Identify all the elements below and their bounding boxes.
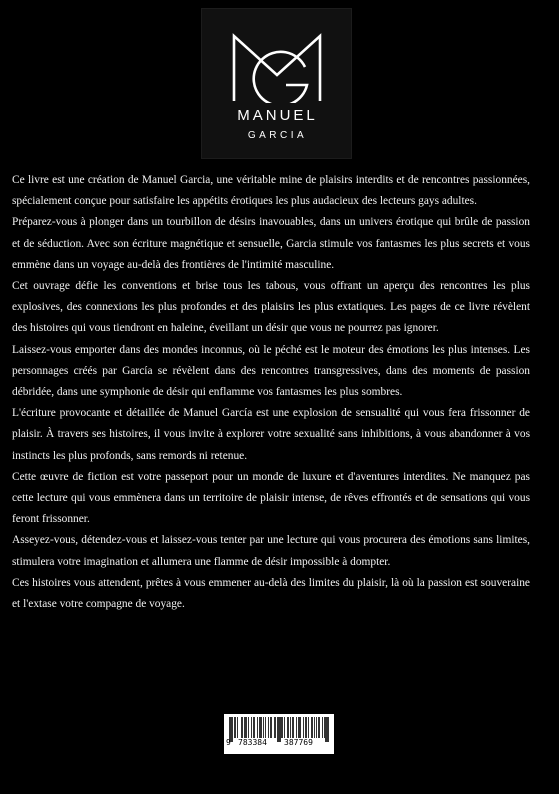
barcode-bar — [271, 717, 272, 738]
barcode-bar — [234, 717, 235, 738]
blurb-paragraph: L'écriture provocante et détaillée de Manuel García est une explosion de sensualité qui vous fera frissonner de plaisir. À travers ses histoires, il vous invite à explorer votre sexualité sans inhibitions, à vous abandonner à vos instincts les plus profonds, sans remords ni retenue. — [12, 407, 530, 462]
blurb-paragraph: Cette œuvre de fiction est votre passeport pour un monde de luxure et d'aventures interdites. Ne manquez pas cette lecture qui vous emmènera dans un territoire de plaisir intense, de rêves effrontés et de sensations qui vous feront frissonner. — [12, 470, 530, 526]
barcode-bar — [327, 717, 328, 742]
barcode-bar — [248, 717, 249, 738]
logo-author-name: MANUEL — [237, 107, 318, 124]
barcode-bar — [244, 717, 245, 738]
barcode-bar — [303, 717, 304, 738]
barcode-bar — [305, 717, 306, 738]
barcode-bar — [293, 717, 294, 738]
barcode-bar — [282, 717, 283, 738]
barcode-bar — [298, 717, 299, 738]
barcode-lead-digit: 9 — [226, 738, 231, 747]
barcode-bar — [270, 717, 271, 738]
barcode-bar — [278, 717, 279, 742]
barcode-bar — [314, 717, 315, 738]
barcode-bar — [231, 717, 232, 742]
barcode-bar — [318, 717, 319, 738]
barcode-bar — [308, 717, 309, 738]
barcode-bar — [254, 717, 255, 738]
barcode-bar — [268, 717, 269, 738]
barcode-bar — [261, 717, 262, 738]
barcode-bar — [235, 717, 236, 738]
barcode-bar — [253, 717, 254, 738]
barcode-bar — [290, 717, 291, 738]
barcode-bar — [257, 717, 258, 738]
barcode-left-group: 783384 — [238, 738, 267, 747]
blurb-paragraph: Préparez-vous à plonger dans un tourbillon de désirs inavouables, dans un univers érotique qui brûle de passion et de séduction. Avec son écriture magnétique et sensuelle, Garcia stimule vos fantasmes les plus secrets et vous emmène dans un voyage au-delà des frontières de l'intimité masculine. — [12, 216, 530, 271]
isbn-barcode — [224, 714, 334, 754]
barcode-bar — [312, 717, 313, 738]
author-logo — [201, 8, 352, 159]
barcode-bar — [241, 717, 242, 738]
barcode-bar — [296, 717, 297, 738]
barcode-bar — [281, 717, 282, 738]
barcode-bar — [242, 717, 243, 738]
blurb-paragraph: Ces histoires vous attendent, prêtes à vous emmener au-delà des limites du plaisir, là où la passion est souveraine et l'extase votre compagne de voyage. — [12, 576, 530, 611]
blurb-paragraph: Cet ouvrage défie les conventions et brise tous les tabous, vous offrant un aperçu des rencontres les plus explosives, des connexions les plus profondes et des plaisirs les plus extatiques. Les pages de ce livre révèlent des histoires qui vous tiendront en haleine, éveillant un désir que vous ne pourrez pas ignorer. — [12, 280, 530, 335]
barcode-bar — [277, 717, 278, 742]
barcode-bar — [274, 717, 275, 738]
barcode-bar — [280, 717, 281, 742]
barcode-bar — [246, 717, 247, 738]
barcode-bar — [324, 717, 325, 738]
barcode-bar — [299, 717, 300, 738]
barcode-bar — [306, 717, 307, 738]
barcode-bar — [292, 717, 293, 738]
barcode-bar — [316, 717, 317, 738]
blurb-paragraph: Ce livre est une création de Manuel Garcia, une véritable mine de plaisirs interdits et de rencontres passionnées, spécialement conçue pour satisfaire les appétits érotiques les plus audacieux des lecteurs gays adultes. — [12, 174, 530, 208]
barcode-bar — [325, 717, 326, 742]
barcode-bar — [279, 717, 280, 742]
barcode-bar — [328, 717, 329, 742]
blurb-paragraph: Asseyez-vous, détendez-vous et laissez-vous tenter par une lecture qui vous procurera des émotions sans limites, stimulera votre imagination et allumera une flamme de désir impossible à dompter. — [12, 534, 530, 568]
barcode-bar — [311, 717, 312, 738]
barcode-bar — [319, 717, 320, 738]
barcode-bar — [260, 717, 261, 738]
logo-author-surname: GARCIA — [247, 130, 308, 141]
barcode-bar — [275, 717, 276, 738]
barcode-right-group: 387769 — [284, 738, 313, 747]
mg-monogram-icon — [231, 33, 323, 103]
barcode-bar — [288, 717, 289, 738]
barcode-bar — [251, 717, 252, 738]
back-cover-blurb — [12, 170, 530, 615]
blurb-paragraph: Laissez-vous emporter dans des mondes inconnus, où le péché est le moteur des émotions les plus intenses. Les personnages créés par García se révèlent dans des rencontres transgressives, dans des moments de passion débridée, dans une symphonie de désir qui enflamme vos fantasmes les plus sombres. — [12, 343, 530, 399]
barcode-bar — [259, 717, 260, 738]
barcode-bar — [287, 717, 288, 738]
barcode-bar — [322, 717, 323, 738]
barcode-bar — [300, 717, 301, 738]
barcode-bar — [263, 717, 264, 738]
barcode-bar — [284, 717, 285, 738]
barcode-bar — [265, 717, 266, 738]
barcode-bar — [245, 717, 246, 738]
barcode-bar — [326, 717, 327, 742]
barcode-bar — [237, 717, 238, 738]
barcode-bar — [232, 717, 233, 742]
